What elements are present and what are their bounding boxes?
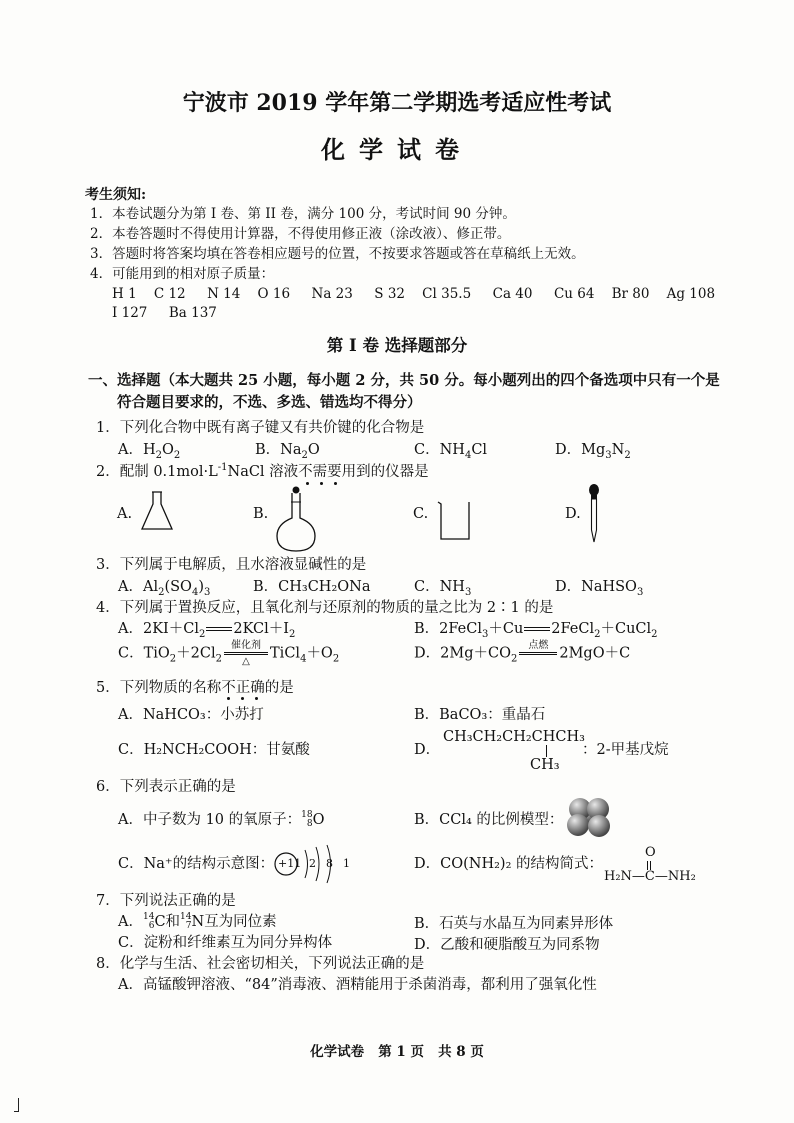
- q4-option-b: B．2FeCl$_3$＋Cu 2FeCl$_2$＋CuCl$_2$: [414, 621, 658, 640]
- q4-stem: 4．下列属于置换反应，且氧化剂与还原剂的物质的量之比为 2∶1 的是: [96, 600, 554, 616]
- notice-item-4: 4．可能用到的相对原子质量：: [90, 266, 275, 282]
- q7-option-b: B．石英与水晶互为同素异形体: [414, 916, 614, 932]
- q6-option-c: C．Na⁺的结构示意图：: [118, 856, 275, 872]
- q6-option-b: B．CCl₄ 的比例模型：: [414, 812, 564, 828]
- q8-option-a: A．高锰酸钾溶液、“84”消毒液、酒精能用于杀菌消毒，都利用了强氧化性: [118, 977, 597, 993]
- conical-flask-icon: [140, 490, 174, 532]
- q3-option-d: D．NaHSO$_3$: [555, 579, 644, 598]
- q1-option-b: B．$Na_2O$: [255, 442, 320, 461]
- q7-option-c: C．淀粉和纤维素互为同分异构体: [118, 935, 333, 951]
- notice-item-2: 2．本卷答题时不得使用计算器，不得使用修正液（涂改液）、修正带。: [90, 226, 511, 242]
- q5-option-d-branch: CH₃: [530, 757, 560, 773]
- q6-option-a: A．中子数为 10 的氧原子： 18 8 O: [118, 810, 325, 829]
- page-footer: 化学试卷 第 1 页 共 8 页: [310, 1044, 484, 1060]
- q5-option-c: C．H₂NCH₂COOH：甘氨酸: [118, 742, 310, 758]
- q5-option-b: B．BaCO₃：重晶石: [414, 707, 546, 723]
- scan-mark: [18, 1098, 19, 1112]
- heat-label: △: [242, 656, 250, 667]
- q2-option-b: B.: [253, 506, 269, 522]
- q7-option-a: A． 14 6 C和 14 7 N互为同位素: [118, 912, 277, 931]
- dropper-icon: [586, 484, 602, 544]
- notice-item-3: 3．答题时将答案均填在答卷相应题号的位置，不按要求答题或答在草稿纸上无效。: [90, 246, 585, 262]
- q4-option-d: D．$2Mg+CO_2$ 点燃 2MgO＋C: [414, 640, 631, 665]
- exam-title: 宁波市 2019 学年第二学期选考适应性考试: [182, 90, 612, 116]
- q1-stem: 1．下列化合物中既有离子键又有共价键的化合物是: [96, 420, 425, 436]
- q2-option-a: A.: [117, 506, 133, 522]
- q5-option-d-label: D．: [414, 742, 441, 758]
- urea-oxygen: O: [645, 845, 656, 860]
- q8-stem: 8．化学与生活、社会密切相关，下列说法正确的是: [96, 956, 425, 972]
- q6-option-d: D．CO(NH₂)₂ 的结构简式：: [414, 856, 603, 872]
- scan-mark: [14, 1111, 19, 1112]
- urea-main-chain: H₂N—C—NH₂: [604, 869, 696, 884]
- q7-option-d: D．乙酸和硬脂酸互为同系物: [414, 937, 600, 953]
- q3-option-c: C．$NH_3$: [414, 579, 472, 598]
- exam-subtitle: 化学试卷: [321, 135, 473, 164]
- q5-stem: 5．下列物质的名称不正确的是: [96, 680, 294, 696]
- ignite-label: 点燃: [528, 640, 549, 651]
- beaker-icon: [436, 498, 474, 542]
- atomic-masses-line-2: I 127 Ba 137: [112, 305, 217, 321]
- q5-option-d-name: ：2-甲基戊烷: [582, 742, 669, 758]
- section-intro-line-2: 符合题目要求的，不选、多选、错选均不得分）: [117, 394, 422, 411]
- q5-option-d-chain: CH₃CH₂CH₂CHCH₃: [443, 729, 585, 745]
- emphasis-dot: [241, 697, 244, 700]
- atomic-masses-line-1: H 1 C 12 N 14 O 16 Na 23 S 32 Cl 35.5 Ca 40 Cu 64 Br 80 Ag 108: [112, 286, 716, 302]
- q1-option-d: D．$Mg_3N_2$: [555, 442, 631, 461]
- catalyst-label: 催化剂: [231, 640, 262, 651]
- q4-option-c: C．$TiO_2+2Cl_2$ 催化剂 △ $TiCl_4+O_2$: [118, 640, 340, 667]
- emphasis-dot: [334, 482, 337, 485]
- notice-item-1: 1．本卷试题分为第 I 卷、第 II 卷，满分 100 分，考试时间 90 分钟。: [90, 206, 516, 222]
- q1-option-a: A．$H_2O_2$: [118, 442, 181, 461]
- q2-option-d: D.: [565, 506, 581, 522]
- emphasis-dot: [320, 482, 323, 485]
- sodium-nucleus-label: +11: [278, 857, 302, 870]
- notice-heading: 考生须知:: [85, 187, 147, 203]
- q4-option-a: A．$2KI+Cl_2$ $2KCl+I_2$: [118, 621, 296, 640]
- q1-option-c: C．$NH_4Cl$: [414, 442, 488, 461]
- ccl4-model-icon: [566, 795, 612, 839]
- sodium-shells-label: 2 8 1: [309, 857, 351, 870]
- q6-stem: 6．下列表示正确的是: [96, 779, 236, 795]
- q3-option-b: B．CH₃CH₂ONa: [253, 579, 371, 595]
- part1-title: 第 I 卷 选择题部分: [326, 336, 468, 355]
- q3-stem: 3．下列属于电解质，且水溶液显碱性的是: [96, 557, 367, 573]
- q5-option-a: A．NaHCO₃：小苏打: [118, 707, 264, 723]
- volumetric-flask-icon: [274, 484, 318, 554]
- emphasis-dot: [227, 697, 230, 700]
- q2-stem: 2．配制 $0.1mol\cdot L^{-1}NaCl$ 溶液不需要用到的仪器是: [96, 462, 429, 480]
- emphasis-dot: [255, 697, 258, 700]
- q7-stem: 7．下列说法正确的是: [96, 893, 236, 909]
- section-intro-line-1: 一、选择题（本大题共 25 小题，每小题 2 分，共 50 分。每小题列出的四个备选项中只有一个是: [88, 372, 720, 389]
- q2-option-c: C.: [413, 506, 429, 522]
- q3-option-a: A．$Al_2(SO_4)_3$: [118, 579, 211, 598]
